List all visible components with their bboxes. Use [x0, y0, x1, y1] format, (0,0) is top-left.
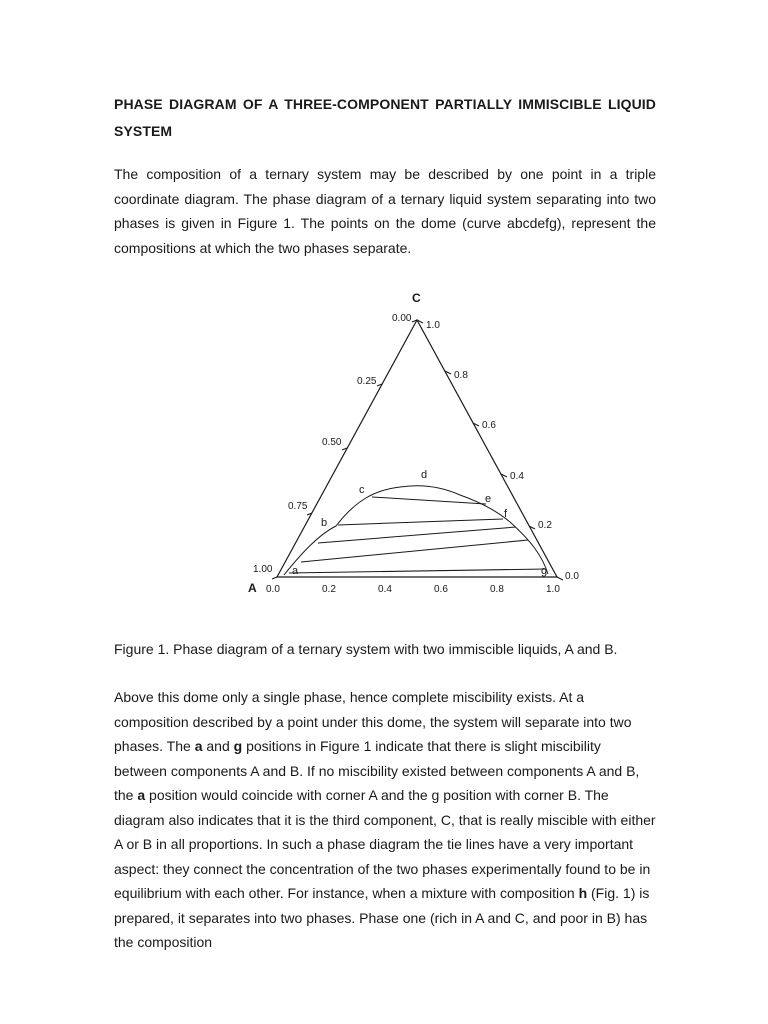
point-label-g: g [541, 565, 548, 577]
right-tick-label: 0.4 [510, 471, 524, 482]
bold-term-a: a [194, 738, 203, 754]
point-label-e: e [485, 493, 492, 505]
point-label-c: c [359, 484, 365, 496]
bottom-tick-label: 0.8 [490, 584, 504, 595]
left-tick-label: 1.00 [253, 564, 273, 575]
body-text: Above this dome only a single phase, hence complete miscibility exists. At a composition described by a point under this dome, the system will separate into two phases. The [114, 689, 632, 754]
body-text: positions in Figure 1 indicate that there is slight miscibility between components A and B. If no miscibility existed between components A and B, the [114, 738, 640, 803]
left-tick [272, 577, 277, 579]
binodal-dome-curve [284, 486, 548, 575]
figure-caption: Figure 1. Phase diagram of a ternary system with two immiscible liquids, A and B. [114, 641, 618, 657]
page-title: PHASE DIAGRAM OF A THREE-COMPONENT PARTIALLY IMMISCIBLE LIQUID SYSTEM [114, 96, 656, 139]
triangle-outline [277, 320, 557, 577]
left-tick-label: 0.25 [357, 376, 377, 387]
corner-label-c: C [412, 291, 421, 305]
tie-line [301, 540, 528, 562]
right-tick-label: 0.0 [565, 571, 579, 582]
bold-term-g: g [233, 738, 243, 754]
right-tick [557, 577, 563, 580]
point-label-a: a [292, 565, 299, 577]
tie-line [289, 569, 545, 573]
left-tick-label: 0.00 [392, 313, 412, 324]
body-text: and [202, 738, 234, 754]
intro-paragraph: The composition of a ternary system may be described by one point in a triple coordinate diagram. The phase diagram of a ternary liquid system separating into two phases is given in Figure 1. The points on the dome (curve abcdefg), represent the compositions at which the two phases separate. [114, 166, 656, 256]
bottom-tick-label: 1.0 [546, 584, 560, 595]
bold-term-h: h [578, 885, 588, 901]
left-tick-label: 0.75 [288, 501, 308, 512]
tie-line [338, 519, 503, 525]
left-tick-label: 0.50 [322, 437, 342, 448]
body-text: (Fig. 1) is prepared, it separates into two phases. Phase one (rich in A and C, and poor in B) has the composition [114, 885, 650, 950]
right-tick-label: 1.0 [426, 320, 440, 331]
bottom-tick-label: 0.6 [434, 584, 448, 595]
bottom-tick-label: 0.4 [378, 584, 392, 595]
right-tick-label: 0.6 [482, 420, 496, 431]
point-label-f: f [504, 508, 508, 520]
right-tick-label: 0.8 [454, 370, 468, 381]
point-label-d: d [421, 469, 428, 481]
bold-term-a: a [137, 787, 146, 803]
bottom-tick-label: 0.0 [266, 584, 280, 595]
tie-line [318, 527, 516, 543]
body-text: position would coincide with corner A and the g position with corner B. The diagram also indicates that it is the third component, C, that is really miscible with either A or B in all proportions. In such a phase diagram the tie lines have a very important aspect: they connect the concentration of the two phases experimentally found to be in equilibrium with each other. For instance, when a mixture with composition [114, 787, 656, 901]
corner-label-a: A [248, 581, 257, 595]
body-paragraph [114, 685, 656, 955]
point-label-b: b [321, 517, 328, 529]
bottom-tick-label: 0.2 [322, 584, 336, 595]
right-tick-label: 0.2 [538, 520, 552, 531]
